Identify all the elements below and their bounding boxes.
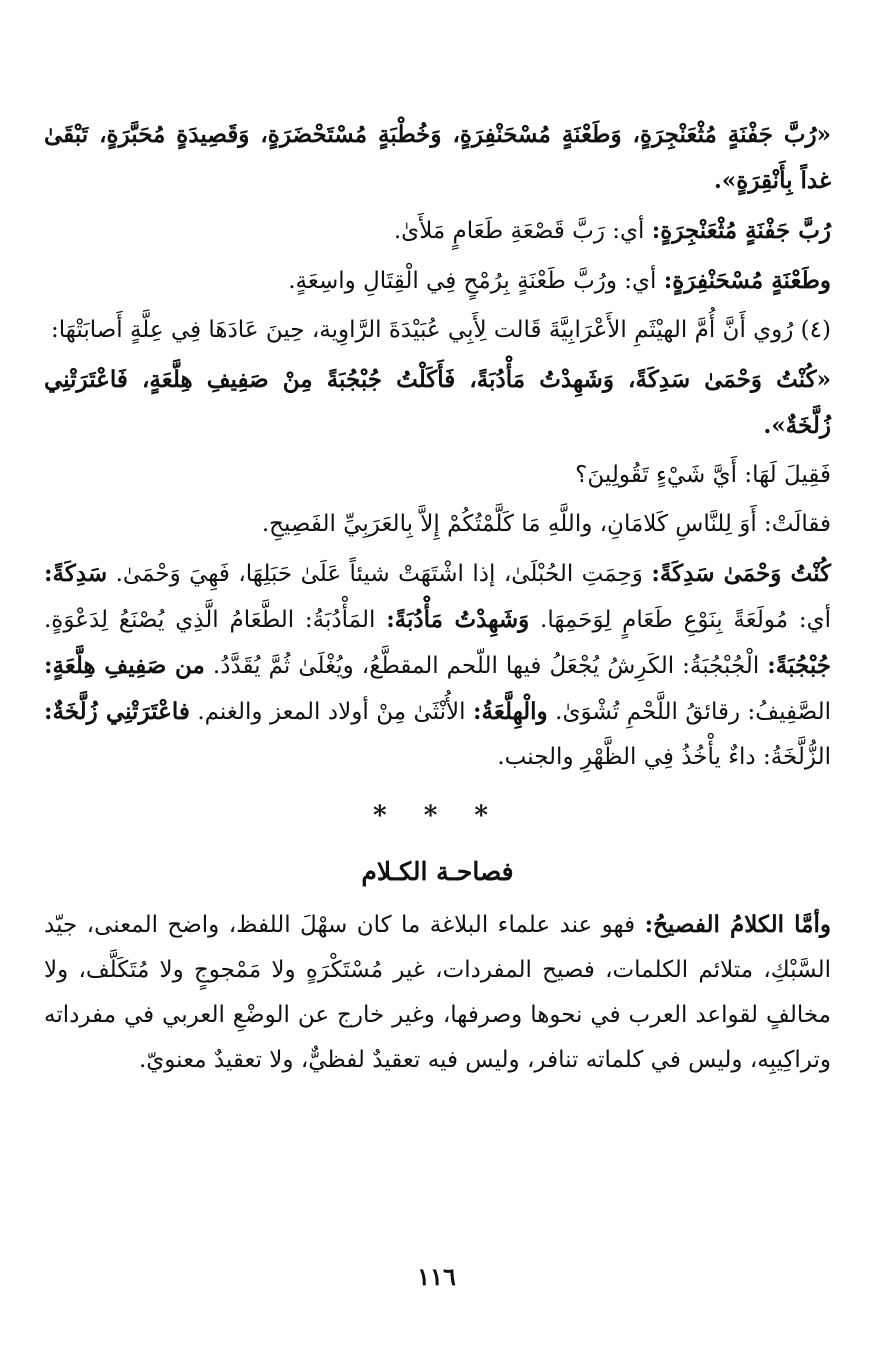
explanation-definition-2: أي: مُولَعَةً بِنَوْعِ طَعَامٍ لِوَحَمِهَا. [540,607,832,633]
gloss-paragraph-2 [44,258,831,304]
quote-paragraph-1 [44,112,831,204]
explanation-definition-6: الأُنْثَىٰ مِنْ أولاد المعز والغنم. [197,699,466,725]
section-title: فصاحـة الكـلام [361,857,514,886]
answer-paragraph [44,502,831,547]
definition-term: وأمَّا الكلامُ الفصيحُ: [644,911,831,938]
answer-text: فقالَتْ: أَوَ لِلنَّاسِ كَلامَانِ، واللَّهِ مَا كَلَّمْتُكُمْ إِلاَّ بِالعَرَبِيِّ الفَصِيحِ. [261,511,831,537]
explanation-paragraph [44,551,831,780]
section-separator: * * * [373,801,502,831]
page-number: ١١٦ [417,1262,456,1291]
gloss-term-1: رُبَّ جَفْنَةٍ مُثْعَنْجِرَةٍ: [651,217,831,244]
definition-text: فهو عند علماء البلاغة ما كان سهْلَ اللفظ، واضح المعنى، جيّد السَّبْكِ، متلائم الكلمات، فصيح المفردات، غير مُسْتَكْرَهٍ ولا مَمْجوجٍ ولا مُتَكَلَّف، ولا مخالفٍ لقواعد العرب في نحوها وصرفها، وغير خارج عن الوضْعِ العربي في مفرداته وتراكِيبِه، وليس في كلماته تنافر، وليس فيه تعقيدٌ لفظيٌّ، ولا تعقيدٌ معنويّ. [44,912,831,1073]
quote-text-1: «رُبَّ جَفْنَةٍ مُثْعَنْجِرَةٍ، وَطَعْنَةٍ مُسْحَنْفِرَةٍ، وَخُطْبَةٍ مُسْتَحْضَرَةٍ، وَقَصِيدَةٍ مُحَبَّرَةٍ، تَبْقَىٰ غداً بِأَنْقِرَةٍ». [44,121,831,194]
explanation-term-4: جُبْجُبَةً: [767,652,832,679]
quote-text-2: «كُنْتُ وَحْمَىٰ سَدِكَةً، وَشَهِدْتُ مَأْدُبَةً، فَأَكَلْتُ جُبْجُبَةً مِنْ صَفِيفِ هِلَّعَةٍ، فَاعْتَرَتْنِي زُلَّخَةٌ». [44,366,831,439]
narration-paragraph [44,308,831,353]
question-paragraph [44,453,831,498]
quote-paragraph-2 [44,357,831,449]
question-text: فَقِيلَ لَهَا: أَيَّ شَيْءٍ تَقُولِينَ؟ [575,462,831,488]
gloss-paragraph-1 [44,208,831,254]
explanation-term-6: والْهِلَّعَةُ: [473,698,548,725]
explanation-term-2: سَدِكَةً: [44,560,108,587]
explanation-term-1: كُنْتُ وَحْمَىٰ سَدِكَةً: [651,560,832,587]
explanation-term-3: وَشَهِدْتُ مَأْدُبَةً: [386,606,530,633]
gloss-term-2: وطَعْنَةٍ مُسْحَنْفِرَةٍ: [663,267,831,294]
explanation-term-7: فاعْتَرَتْنِي زُلَّخَةٌ: [44,698,190,725]
page-body [44,112,831,1087]
gloss-definition-2: أي: ورُبَّ طَعْنَةٍ بِرُمْحٍ فِي الْقِتَالِ واسِعَةٍ. [288,268,657,294]
explanation-definition-7: الزُّلَّخَةُ: داءٌ يأْخُذُ فِي الظَّهْرِ والجنب. [497,744,831,770]
explanation-definition-4: الْجُبْجُبَةُ: الكَرِشُ يُجْعَلُ فيها اللّحم المقطَّعُ، ويُغْلَىٰ ثُمَّ يُقَدَّدُ. [212,653,760,679]
gloss-definition-1: أي: رَبَّ قَصْعَةِ طَعَامٍ مَلأَىٰ. [393,218,645,244]
explanation-definition-1: وَحِمَتِ الحُبْلَىٰ، إذا اشْتَهَتْ شيئاً عَلَىٰ حَبَلِهَا، فَهِيَ وَحْمَىٰ. [115,561,643,587]
definition-paragraph [44,902,831,1083]
explanation-definition-3: المَأْدُبَةُ: الطَّعَامُ الَّذِي يُصْنَعُ لِدَعْوَةٍ. [44,607,376,633]
explanation-term-5: من صَفِيفِ هِلَّعَةٍ: [44,652,205,679]
explanation-definition-5: الصَّفِيفُ: رقائقُ اللَّحْمِ تُشْوَىٰ. [555,699,832,725]
narration-text: (٤) رُوي أَنَّ أُمَّ الهيْثَمِ الأَعْرَابِيَّةَ قَالت لِأَبِي عُبَيْدَةَ الرَّاوِية، حِينَ عَادَهَا فِي عِلَّةٍ أَصابَتْهَا: [51,317,831,343]
